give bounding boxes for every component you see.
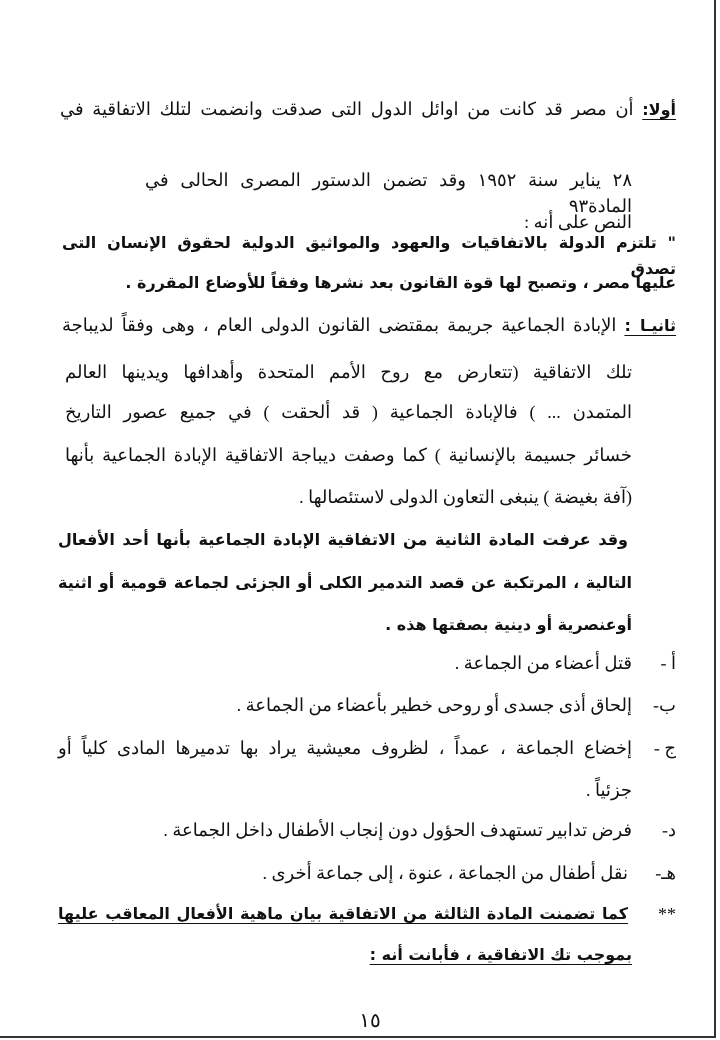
first-line-1 (60, 96, 676, 123)
list-item: قتل أعضاء من الجماعة . (454, 653, 632, 673)
third-line-1: كما تضمنت المادة الثالثة من الاتفاقية بيان ماهية الأفعال المعاقب عليها (58, 904, 628, 923)
second-line-3: المتمدن ... ) فالإبادة الجماعية ( قد ألحقت ) في جميع عصور التاريخ (65, 402, 632, 422)
second-line-2: تلك الاتفاقية (تتعارض مع روح الأمم المتحدة وأهدافها ويدينها العالم (65, 362, 632, 382)
list-item-continuation: جزئياً . (586, 780, 632, 800)
second-label: ثانيـا : (624, 316, 676, 335)
quote-line-2: عليها مصر ، وتصبح لها قوة القانون بعد نشرها وفقاً للأوضاع المقررة . (125, 273, 676, 292)
list-item: إخضاع الجماعة ، عمداً ، لظروف معيشية يراد بها تدميرها المادى كلياً أو (58, 738, 632, 758)
first-text-1: أن مصر قد كانت من اوائل الدول التى صدقت وانضمت لتلك الاتفاقية في (60, 99, 634, 119)
item-marker: د- (661, 820, 676, 840)
definition-line-1: وقد عرفت المادة الثانية من الاتفاقية الإبادة الجماعية بأنها أحد الأفعال (58, 530, 628, 549)
second-line-4: خسائر جسيمة بالإنسانية ) كما وصفت ديباجة الاتفاقية الإبادة الجماعية بأنها (65, 445, 632, 465)
first-line-2: ٢٨ يناير سنة ١٩٥٢ وقد تضمن الدستور المصرى الحالى في المادة٩٣ (145, 170, 632, 216)
list-item: إلحاق أذى جسدى أو روحى خطير بأعضاء من الجماعة . (236, 695, 632, 715)
page-edge-bottom (0, 1036, 716, 1038)
item-marker: ب- (653, 695, 676, 715)
item-marker: هـ- (655, 863, 676, 883)
page-number: ١٥ (359, 1010, 381, 1032)
second-line-1 (62, 312, 676, 339)
first-label: أولا: (642, 100, 676, 119)
page-edge-right (714, 0, 716, 1038)
first-line-3: النص على أنه : (524, 212, 632, 232)
quote-line-1: " تلتزم الدولة بالاتفاقيات والعهود والمواثيق الدولية لحقوق الإنسان التى تصدق (62, 233, 676, 278)
list-item: نقل أطفال من الجماعة ، عنوة ، إلى جماعة أخرى . (262, 863, 628, 883)
third-marker: ** (658, 904, 676, 924)
second-text-1: الإبادة الجماعية جريمة بمقتضى القانون الدولى العام ، وهى وفقاً لديباجة (62, 315, 617, 335)
third-line-2: بموجب تك الاتفاقية ، فأبانت أنه : (369, 945, 632, 964)
second-line-5: (آفة بغيضة ) ينبغى التعاون الدولى لاستئصالها . (299, 487, 632, 507)
definition-line-2: التالية ، المرتكبة عن قصد التدمير الكلى أو الجزئى لجماعة قومية أو اثنية (58, 573, 632, 592)
item-marker: أ - (660, 653, 676, 673)
item-marker: ج - (653, 738, 676, 758)
definition-line-3: أوعنصرية أو دينية بصفتها هذه . (385, 615, 632, 634)
list-item: فرض تدابير تستهدف الحؤول دون إنجاب الأطفال داخل الجماعة . (163, 820, 632, 840)
